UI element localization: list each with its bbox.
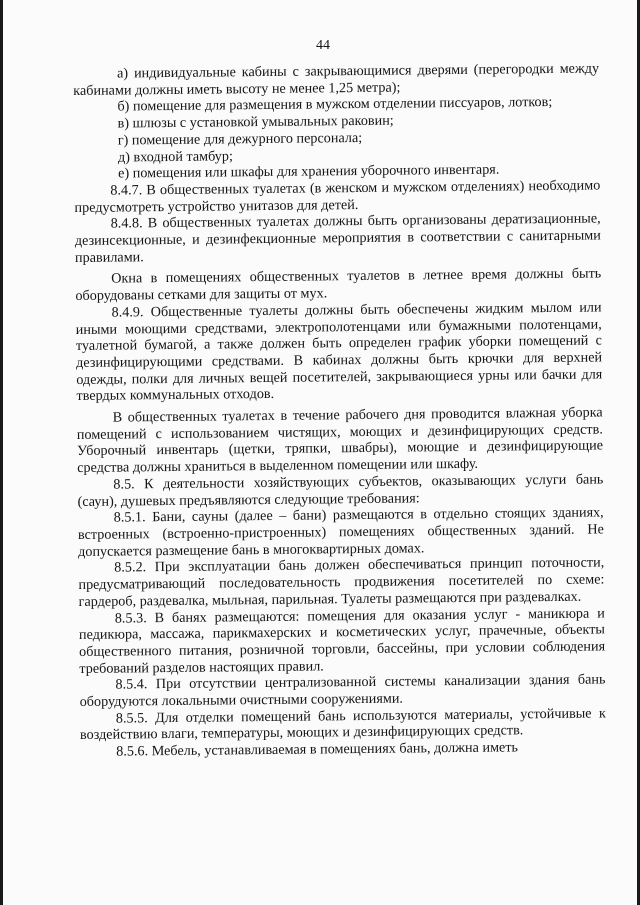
paragraph: в) шлюзы с установкой умывальных раковин; <box>117 112 394 132</box>
paragraph: 8.4.7. В общественных туалетах (в женском и мужском отделениях) необходимо предусмотреть устройство унитазов для детей. <box>74 177 601 216</box>
paragraph: 8.5.5. Для отделки помещений бань используются материалы, устойчивые к воздействию влаги, температуры, моющих и дезинфицирующих средств. <box>79 705 606 744</box>
paragraph: б) помещение для размещения в мужском отделении писсуаров, лотков; <box>117 94 553 115</box>
paragraph: а) индивидуальные кабины с закрывающимися дверями (перегородки между кабинами должны иметь высоту не менее 1,25 метра); <box>73 60 600 99</box>
paragraph: е) помещения или шкафы для хранения уборочного инвентаря. <box>118 161 500 182</box>
paragraph: 8.5. К деятельности хозяйствующих субъектов, оказывающих услуги бань (саун), душевых предъявляются следующие требования: <box>77 471 604 510</box>
paragraph: 8.5.1. Бани, сауны (далее – бани) размещаются в отдельно стоящих зданиях, встроенных (встроенно-пристроенных) помещениях общественных зданий. Не допускается размещение бань в многоквартирных домах. <box>77 504 604 560</box>
paragraph: 8.4.9. Общественные туалеты должны быть обеспечены жидким мылом или иными моющими средствами, электрополотенцами или бумажными полотенцами, туалетной бумагой, а также должен быть определен график уборки помещений с дезинфицирующими средствами. В кабинах должны быть крючки для верхней одежды, полки для личных вещей посетителей, закрывающиеся урны или бачки для твердых коммунальных отходов. <box>75 299 603 405</box>
paragraph: д) входной тамбур; <box>117 147 233 166</box>
paragraph: 8.5.6. Мебель, устанавливаемая в помещениях бань, должна иметь <box>116 739 519 760</box>
paragraph: В общественных туалетах в течение рабочего дня проводится влажная уборка помещений с использованием чистящих, моющих и дезинфицирующих средств. Уборочный инвентарь (щетки, тряпки, швабры), моющие и дезинфицирующие средства должны храниться в выделенном помещении или шкафу. <box>76 404 604 477</box>
paragraph: 8.5.2. При эксплуатации бань должен обеспечиваться принцип поточности, предусматривающий последовательность продвижения посетителей по схеме: гардероб, раздевалка, мыльная, парильная. Туалеты размещаются при раздевалках. <box>78 554 605 610</box>
paragraph: г) помещение для дежурного персонала; <box>117 129 363 149</box>
paragraph: 8.5.3. В банях размещаются: помещения для оказания услуг - маникюра и педикюра, массажа, парикмахерских и косметических услуг, прачечные, объекты общественного питания, розничной торговли, бассейны, при условии соблюдения требований разделов настоящих правил. <box>78 604 606 677</box>
paragraph: Окна в помещениях общественных туалетов в летнее время должны быть оборудованы сетками для защиты от мух. <box>75 265 602 305</box>
body-text <box>73 60 606 760</box>
page-number: 44 <box>316 38 330 53</box>
paragraph: 8.5.4. При отсутствии централизованной системы канализации здания бань оборудуются локальными очистными сооружениями. <box>79 671 606 710</box>
paragraph: 8.4.8. В общественных туалетах должны быть организованы дератизационные, дезинсекционные, и дезинфекционные мероприятия в соответствии с санитарными правилами. <box>74 210 601 266</box>
